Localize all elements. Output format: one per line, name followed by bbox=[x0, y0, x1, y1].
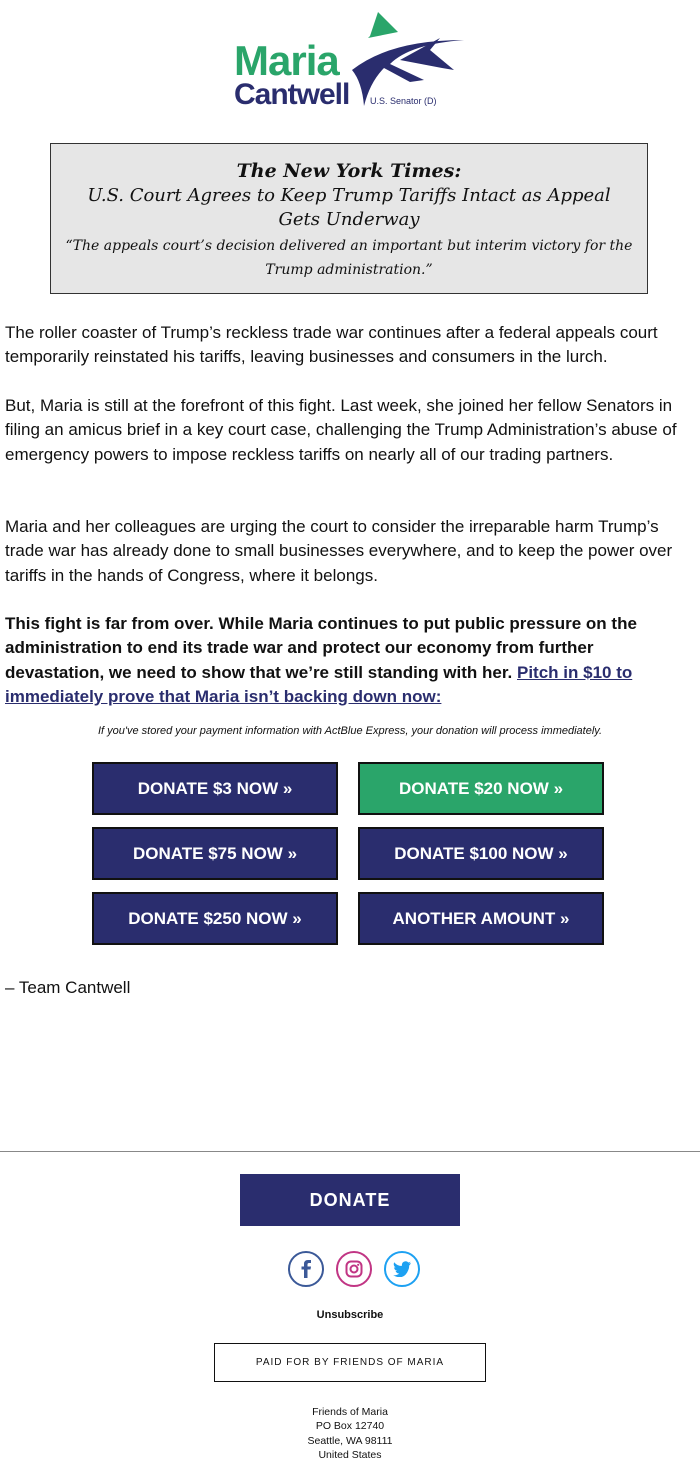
body-paragraph-4 bbox=[5, 612, 695, 709]
another-amount-button[interactable]: ANOTHER AMOUNT » bbox=[358, 892, 604, 945]
appeal-text: This fight is far from over. While Maria continues to put public pressure on the administration to end its trade war and protect our economy from further devastation, we need to show that we’re still standing with her. bbox=[5, 614, 637, 682]
address-line: United States bbox=[318, 1449, 382, 1462]
signature: – Team Cantwell bbox=[5, 978, 131, 997]
address-line: Seattle, WA 98111 bbox=[307, 1434, 393, 1447]
pitch-in-link[interactable]: Pitch in $10 to immediately prove that Maria isn’t backing down now: bbox=[5, 662, 633, 706]
quote-headline: U.S. Court Agrees to Keep Trump Tariffs Intact as Appeal Gets Underway bbox=[87, 185, 611, 230]
donate-20-button[interactable]: DONATE $20 NOW » bbox=[358, 762, 604, 815]
logo-subtitle: U.S. Senator (D) bbox=[370, 96, 437, 106]
quote-excerpt: “The appeals court’s decision delivered an important but interim victory for the Trump administration.” bbox=[65, 238, 633, 278]
twitter-icon[interactable] bbox=[384, 1251, 420, 1287]
mailing-address bbox=[0, 1405, 700, 1463]
paid-for-disclaimer: PAID FOR BY FRIENDS OF MARIA bbox=[214, 1343, 486, 1382]
address-line: Friends of Maria bbox=[312, 1406, 388, 1418]
actblue-express-note: If you've stored your payment information with ActBlue Express, your donation will process immediately. bbox=[97, 725, 603, 737]
footer-donate-button[interactable]: DONATE bbox=[240, 1174, 460, 1226]
body-paragraph-2: But, Maria is still at the forefront of this fight. Last week, she joined her fellow Senators in filing an amicus brief in a key court case, challenging the Trump Administration’s abuse of emergency powers to impose reckless tariffs on nearly all of our trading partners. bbox=[5, 396, 677, 464]
donate-250-button[interactable]: DONATE $250 NOW » bbox=[92, 892, 338, 945]
logo-name-last: Cantwell bbox=[234, 78, 350, 111]
donate-75-button[interactable]: DONATE $75 NOW » bbox=[92, 827, 338, 880]
footer-divider bbox=[0, 1151, 700, 1152]
donate-100-button[interactable]: DONATE $100 NOW » bbox=[358, 827, 604, 880]
body-paragraph-1: The roller coaster of Trump’s reckless trade war continues after a federal appeals court temporarily reinstated his tariffs, leaving businesses and consumers in the lurch. bbox=[5, 323, 658, 367]
facebook-icon[interactable] bbox=[288, 1251, 324, 1287]
logo-name-first: Maria bbox=[234, 37, 339, 84]
address-line: PO Box 12740 bbox=[315, 1420, 385, 1433]
unsubscribe-link[interactable]: Unsubscribe bbox=[316, 1309, 384, 1321]
star-swoosh-icon bbox=[350, 10, 470, 110]
instagram-icon[interactable] bbox=[336, 1251, 372, 1287]
campaign-logo bbox=[230, 10, 470, 110]
news-quote-box bbox=[50, 143, 648, 294]
donate-3-button[interactable]: DONATE $3 NOW » bbox=[92, 762, 338, 815]
body-paragraph-3: Maria and her colleagues are urging the court to consider the irreparable harm Trump’s trade war has already done to small businesses everywhere, and to keep the power over tariffs in the hands of Congress, where it belongs. bbox=[5, 517, 673, 585]
quote-source: The New York Times: bbox=[236, 160, 462, 182]
